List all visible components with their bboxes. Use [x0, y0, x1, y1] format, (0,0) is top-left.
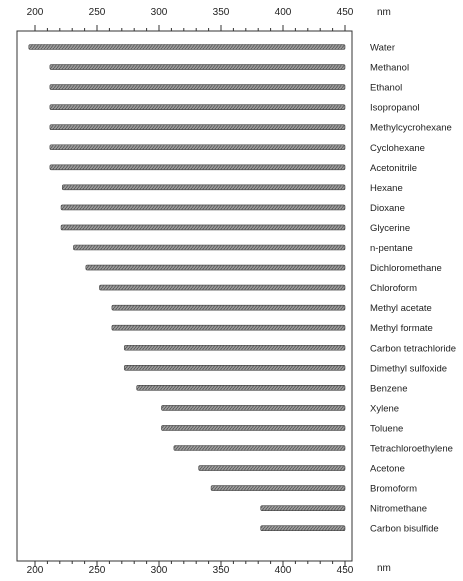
bottom-unit-label: nm: [377, 563, 391, 574]
solvent-labels: [370, 43, 456, 535]
range-bar: [50, 125, 345, 130]
range-bar: [137, 385, 345, 390]
solvent-label: Acetone: [370, 463, 405, 475]
range-bar: [62, 185, 345, 190]
range-bar: [61, 205, 345, 210]
range-bar: [112, 305, 345, 310]
range-bar: [73, 245, 345, 250]
solvent-label: Chloroform: [370, 283, 417, 295]
range-bar: [199, 466, 345, 471]
solvent-label: n-pentane: [370, 243, 413, 254]
range-bars: [29, 45, 345, 531]
bottom-tick-label: 400: [274, 565, 292, 576]
top-tick-label: 350: [212, 7, 230, 18]
solvent-label: Water: [370, 42, 395, 54]
solvent-label: Carbon bisulfide: [370, 523, 439, 535]
solvent-label: Isopropanol: [370, 102, 420, 114]
range-bar: [261, 506, 345, 511]
top-axis-ticks: [35, 25, 345, 31]
solvent-label: Cyclohexane: [370, 142, 425, 154]
top-tick-label: 200: [26, 7, 44, 18]
top-axis-tick-labels: [27, 7, 354, 18]
range-bar: [86, 265, 345, 270]
top-tick-label: 250: [88, 7, 106, 18]
solvent-label: Dichloromethane: [370, 263, 442, 275]
range-bar: [161, 425, 345, 430]
range-bar: [29, 45, 345, 50]
bottom-axis-ticks: [35, 561, 345, 567]
range-bar: [261, 526, 345, 531]
solvent-label: Hexane: [370, 182, 403, 194]
solvent-label: Methylcycrohexane: [370, 122, 452, 134]
bottom-tick-label: 450: [336, 565, 354, 576]
solvent-label: Nitromethane: [370, 503, 428, 515]
plot-frame: [17, 31, 352, 561]
top-tick-label: 400: [274, 7, 292, 18]
top-unit-label: nm: [377, 7, 391, 18]
range-bar: [50, 65, 345, 70]
top-tick-label: 450: [336, 7, 354, 18]
solvent-label: Xylene: [370, 403, 400, 415]
solvent-label: Methanol: [370, 62, 410, 74]
solvent-label: Glycerine: [370, 222, 411, 234]
solvent-label: Tetrachloroethylene: [370, 443, 453, 455]
range-bar: [61, 225, 345, 230]
range-bar: [124, 345, 345, 350]
solvent-label: Toluene: [370, 423, 404, 435]
solvent-label: Dimethyl sulfoxide: [370, 363, 448, 375]
range-bar: [50, 105, 345, 110]
solvent-label: Ethanol: [370, 82, 403, 94]
solvent-label: Dioxane: [370, 202, 405, 214]
range-bar: [50, 165, 345, 170]
bottom-tick-label: 250: [88, 565, 106, 576]
bottom-axis-tick-labels: [27, 565, 354, 576]
bottom-tick-label: 200: [26, 565, 44, 576]
solvent-label: Methyl formate: [370, 323, 433, 335]
solvent-label: Carbon tetrachloride: [370, 343, 457, 355]
range-bar: [50, 85, 345, 90]
range-bar: [161, 405, 345, 410]
range-bar: [99, 285, 345, 290]
range-bar: [50, 145, 345, 150]
range-bar: [174, 446, 345, 451]
top-tick-label: 300: [150, 7, 168, 18]
solvent-label: Acetonitrile: [370, 162, 417, 174]
bottom-tick-label: 300: [150, 565, 168, 576]
range-bar: [124, 365, 345, 370]
solvent-label: Benzene: [370, 383, 408, 395]
solvent-label: Bromoform: [370, 483, 417, 495]
range-bar: [112, 325, 345, 330]
solvent-label: Methyl acetate: [370, 303, 432, 315]
bottom-tick-label: 350: [212, 565, 230, 576]
range-bar: [211, 486, 345, 491]
